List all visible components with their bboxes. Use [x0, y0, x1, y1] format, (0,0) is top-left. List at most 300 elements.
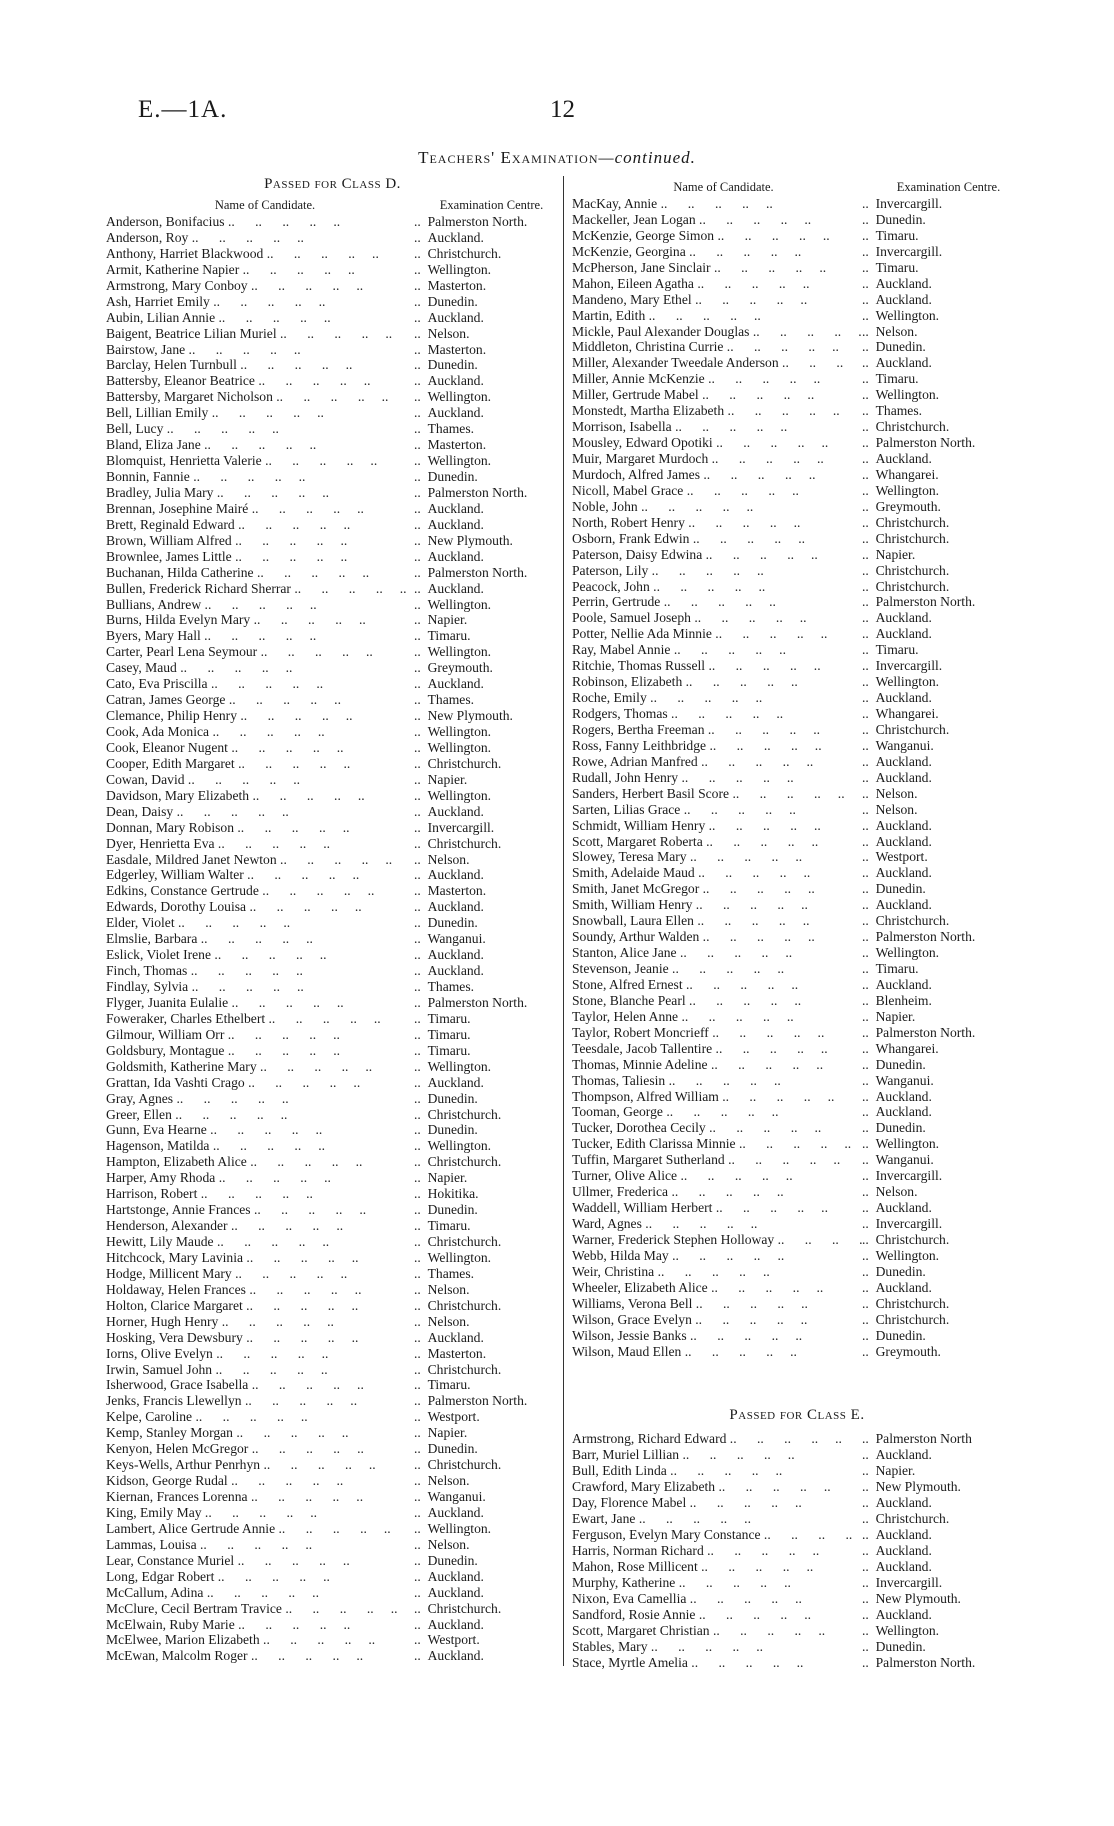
candidate-name: Muir, Margaret Murdoch .. [572, 451, 862, 467]
candidate-row [572, 626, 1022, 642]
candidate-row [572, 1511, 1022, 1527]
candidate-row [106, 979, 559, 995]
examination-centre: .. Dunedin. [862, 1639, 1022, 1655]
title-main: Teachers' Examination [418, 148, 599, 167]
candidate-name: Tucker, Dorothea Cecily .. [572, 1120, 862, 1136]
candidate-name: Buchanan, Hilda Catherine .. [106, 565, 414, 581]
candidate-row [572, 547, 1022, 563]
candidate-name: Warner, Frederick Stephen Holloway .. [572, 1232, 862, 1248]
candidate-name: Schmidt, William Henry .. [572, 818, 862, 834]
candidate-row [106, 310, 559, 326]
candidate-row [106, 1314, 559, 1330]
examination-centre: .. Wellington. [414, 740, 559, 756]
candidate-row [572, 1655, 1022, 1671]
left-column-header [106, 196, 559, 214]
class-d-list-left [106, 214, 559, 1664]
candidate-name: Bullians, Andrew .. [106, 597, 414, 613]
examination-centre: .. Auckland. [414, 373, 559, 389]
candidate-row [572, 1575, 1022, 1591]
examination-centre: .. Timaru. [414, 1218, 559, 1234]
examination-centre: .. Christchurch. [862, 1232, 1022, 1248]
candidate-name: Anthony, Harriet Blackwood .. [106, 246, 414, 262]
candidate-name: Brownlee, James Little .. [106, 549, 414, 565]
examination-centre: .. Invercargill. [862, 244, 1022, 260]
candidate-name: Henderson, Alexander .. [106, 1218, 414, 1234]
candidate-row [572, 929, 1022, 945]
col-name-header: Name of Candidate. [673, 180, 774, 194]
candidate-name: Stone, Blanche Pearl .. [572, 993, 862, 1009]
examination-centre: .. Christchurch. [414, 756, 559, 772]
candidate-name: Kelpe, Caroline .. [106, 1409, 414, 1425]
examination-centre: .. Auckland. [862, 1280, 1022, 1296]
candidate-name: Bland, Eliza Jane .. [106, 437, 414, 453]
candidate-row [572, 1463, 1022, 1479]
candidate-name: Gunn, Eva Hearne .. [106, 1122, 414, 1138]
candidate-row [572, 1639, 1022, 1655]
examination-centre: .. Greymouth. [862, 499, 1022, 515]
examination-centre: .. Wanganui. [414, 931, 559, 947]
candidate-row [572, 1312, 1022, 1328]
candidate-name: North, Robert Henry .. [572, 515, 862, 531]
examination-centre: .. Wellington. [414, 453, 559, 469]
candidate-row [572, 531, 1022, 547]
examination-centre: .. Palmerston North. [862, 435, 1022, 451]
candidate-name: Edkins, Constance Gertrude .. [106, 883, 414, 899]
candidate-row [572, 435, 1022, 451]
candidate-row [106, 453, 559, 469]
candidate-name: Smith, Janet McGregor .. [572, 881, 862, 897]
candidate-name: McElwee, Marion Elizabeth .. [106, 1632, 414, 1648]
candidate-name: Robinson, Elizabeth .. [572, 674, 862, 690]
candidate-row [572, 1120, 1022, 1136]
candidate-name: Ullmer, Frederica .. [572, 1184, 862, 1200]
examination-centre: .. Wellington. [862, 1623, 1022, 1639]
candidate-name: Casey, Maud .. [106, 660, 414, 676]
examination-centre: .. Napier. [414, 1425, 559, 1441]
examination-centre: .. Wellington. [414, 1138, 559, 1154]
examination-centre: .. Timaru. [414, 1027, 559, 1043]
examination-centre: .. Wellington. [414, 597, 559, 613]
candidate-row [572, 802, 1022, 818]
examination-centre: .. Auckland. [862, 897, 1022, 913]
candidate-row [572, 1041, 1022, 1057]
candidate-name: Gilmour, William Orr .. [106, 1027, 414, 1043]
col-centre-header: Examination Centre. [439, 198, 544, 212]
candidate-row [106, 1138, 559, 1154]
candidate-name: Mahon, Eileen Agatha .. [572, 276, 862, 292]
examination-centre: .. Wellington. [414, 1250, 559, 1266]
examination-centre: .. Christchurch. [414, 1234, 559, 1250]
examination-centre: .. Auckland. [414, 899, 559, 915]
examination-centre: .. Auckland. [862, 770, 1022, 786]
examination-centre: .. Timaru. [862, 961, 1022, 977]
examination-centre: .. Christchurch. [862, 419, 1022, 435]
examination-centre: .. Palmerston North. [862, 1025, 1022, 1041]
candidate-row [106, 437, 559, 453]
candidate-row [572, 738, 1022, 754]
candidate-name: Rowe, Adrian Manfred .. [572, 754, 862, 770]
examination-centre: .. Auckland. [862, 1447, 1022, 1463]
candidate-row [106, 262, 559, 278]
examination-centre: .. Auckland. [862, 1527, 1022, 1543]
candidate-row [106, 1330, 559, 1346]
candidate-name: Cowan, David .. [106, 772, 414, 788]
examination-centre: .. Thames. [862, 403, 1022, 419]
candidate-name: Brown, William Alfred .. [106, 533, 414, 549]
examination-centre: .. Wellington. [862, 1136, 1022, 1152]
candidate-name: Edwards, Dorothy Louisa .. [106, 899, 414, 915]
candidate-name: Cook, Eleanor Nugent .. [106, 740, 414, 756]
candidate-row [106, 405, 559, 421]
candidate-name: Bairstow, Jane .. [106, 342, 414, 358]
candidate-name: Paterson, Daisy Edwina .. [572, 547, 862, 563]
examination-centre: .. New Plymouth. [862, 1591, 1022, 1607]
candidate-row [572, 483, 1022, 499]
examination-centre: .. Wellington. [862, 387, 1022, 403]
candidate-row [106, 278, 559, 294]
candidate-name: Barr, Muriel Lillian .. [572, 1447, 862, 1463]
candidate-row [572, 355, 1022, 371]
candidate-row [572, 260, 1022, 276]
candidate-name: Catran, James George .. [106, 692, 414, 708]
candidate-row [106, 836, 559, 852]
examination-centre: .. Wellington. [862, 674, 1022, 690]
candidate-name: Sandford, Rosie Annie .. [572, 1607, 862, 1623]
candidate-name: Lammas, Louisa .. [106, 1537, 414, 1553]
examination-centre: .. Dunedin. [862, 212, 1022, 228]
candidate-row [106, 883, 559, 899]
examination-centre: .. Dunedin. [414, 1202, 559, 1218]
candidate-row [572, 1447, 1022, 1463]
candidate-row [106, 246, 559, 262]
candidate-name: Bell, Lillian Emily .. [106, 405, 414, 421]
candidate-name: Harper, Amy Rhoda .. [106, 1170, 414, 1186]
candidate-name: Mackeller, Jean Logan .. [572, 212, 862, 228]
examination-centre: .. Auckland. [862, 977, 1022, 993]
candidate-name: Wilson, Maud Ellen .. [572, 1344, 862, 1360]
candidate-name: Williams, Verona Bell .. [572, 1296, 862, 1312]
candidate-name: Irwin, Samuel John .. [106, 1362, 414, 1378]
candidate-row [106, 517, 559, 533]
candidate-name: Stanton, Alice Jane .. [572, 945, 862, 961]
examination-centre: .. Nelson. [414, 1282, 559, 1298]
examination-centre: .. Dunedin. [414, 1091, 559, 1107]
candidate-name: Stone, Alfred Ernest .. [572, 977, 862, 993]
left-column [106, 172, 559, 1664]
examination-centre: .. Thames. [414, 421, 559, 437]
examination-centre: .. Palmerston North. [414, 485, 559, 501]
col-name-header: Name of Candidate. [214, 198, 316, 212]
examination-centre: .. Wellington. [862, 1248, 1022, 1264]
candidate-name: Taylor, Helen Anne .. [572, 1009, 862, 1025]
examination-centre: .. Auckland. [414, 676, 559, 692]
examination-centre: .. Auckland. [414, 1505, 559, 1521]
examination-centre: .. Christchurch. [414, 1154, 559, 1170]
examination-centre: .. Wanganui. [414, 1489, 559, 1505]
candidate-name: Holton, Clarice Margaret .. [106, 1298, 414, 1314]
examination-centre: .. Auckland. [414, 1585, 559, 1601]
examination-centre: .. Dunedin. [862, 1328, 1022, 1344]
candidate-name: Martin, Edith .. [572, 308, 862, 324]
candidate-row [106, 1250, 559, 1266]
candidate-name: Carter, Pearl Lena Seymour .. [106, 644, 414, 660]
examination-centre: .. Christchurch. [862, 563, 1022, 579]
examination-centre: .. Thames. [414, 1266, 559, 1282]
candidate-name: Nixon, Eva Camellia .. [572, 1591, 862, 1607]
right-column-header [572, 178, 1022, 196]
candidate-row [572, 339, 1022, 355]
candidate-row [106, 1027, 559, 1043]
candidate-name: Scott, Margaret Christian .. [572, 1623, 862, 1639]
candidate-name: Easdale, Mildred Janet Newton .. [106, 852, 414, 868]
candidate-name: Armstrong, Richard Edward .. [572, 1431, 862, 1447]
examination-centre: .. Dunedin. [414, 1122, 559, 1138]
candidate-row [572, 515, 1022, 531]
examination-centre: .. Christchurch. [862, 1312, 1022, 1328]
candidate-row [106, 294, 559, 310]
examination-centre: .. Whangarei. [862, 1041, 1022, 1057]
examination-centre: .. Nelson. [862, 324, 1022, 340]
examination-centre: .. Christchurch. [862, 579, 1022, 595]
examination-centre: .. Westport. [414, 1409, 559, 1425]
candidate-name: Hitchcock, Mary Lavinia .. [106, 1250, 414, 1266]
examination-centre: .. Auckland. [862, 451, 1022, 467]
candidate-name: Hewitt, Lily Maude .. [106, 1234, 414, 1250]
candidate-row [572, 913, 1022, 929]
examination-centre: .. Auckland. [414, 1617, 559, 1633]
candidate-name: Stables, Mary .. [572, 1639, 862, 1655]
candidate-name: Wilson, Grace Evelyn .. [572, 1312, 862, 1328]
candidate-name: Kiernan, Frances Lorenna .. [106, 1489, 414, 1505]
class-e-list [572, 1431, 1022, 1670]
candidate-row [572, 977, 1022, 993]
candidate-row [106, 804, 559, 820]
candidate-name: Battersby, Eleanor Beatrice .. [106, 373, 414, 389]
candidate-name: Blomquist, Henrietta Valerie .. [106, 453, 414, 469]
examination-centre: .. Auckland. [414, 517, 559, 533]
candidate-name: Harrison, Robert .. [106, 1186, 414, 1202]
examination-centre: .. Napier. [414, 612, 559, 628]
candidate-name: Miller, Annie McKenzie .. [572, 371, 862, 387]
candidate-row [106, 772, 559, 788]
candidate-row [106, 1346, 559, 1362]
examination-centre: .. Dunedin. [862, 881, 1022, 897]
candidate-row [106, 1218, 559, 1234]
candidate-name: Ray, Mabel Annie .. [572, 642, 862, 658]
candidate-row [106, 373, 559, 389]
examination-centre: .. Wellington. [862, 483, 1022, 499]
candidate-row [106, 1122, 559, 1138]
candidate-row [106, 612, 559, 628]
candidate-row [572, 1232, 1022, 1248]
candidate-name: Roche, Emily .. [572, 690, 862, 706]
candidate-name: Armstrong, Mary Conboy .. [106, 278, 414, 294]
candidate-row [106, 565, 559, 581]
candidate-row [106, 628, 559, 644]
candidate-name: Finch, Thomas .. [106, 963, 414, 979]
examination-centre: .. Wellington. [414, 724, 559, 740]
candidate-row [572, 563, 1022, 579]
candidate-name: McKenzie, Georgina .. [572, 244, 862, 260]
examination-centre: .. Auckland. [414, 1648, 559, 1664]
candidate-row [106, 1377, 559, 1393]
candidate-name: Clemance, Philip Henry .. [106, 708, 414, 724]
examination-centre: .. Dunedin. [862, 339, 1022, 355]
candidate-name: MacKay, Annie .. [572, 196, 862, 212]
candidate-name: Weir, Christina .. [572, 1264, 862, 1280]
candidate-row [106, 597, 559, 613]
examination-centre: .. Timaru. [862, 228, 1022, 244]
examination-centre: .. Wellington. [414, 1521, 559, 1537]
candidate-row [572, 818, 1022, 834]
candidate-row [572, 754, 1022, 770]
candidate-row [106, 708, 559, 724]
candidate-row [572, 865, 1022, 881]
candidate-row [106, 947, 559, 963]
candidate-name: Miller, Gertrude Mabel .. [572, 387, 862, 403]
candidate-name: Dyer, Henrietta Eva .. [106, 836, 414, 852]
candidate-row [572, 403, 1022, 419]
candidate-name: Snowball, Laura Ellen .. [572, 913, 862, 929]
candidate-name: Bonnin, Fannie .. [106, 469, 414, 485]
candidate-row [106, 1441, 559, 1457]
examination-centre: .. Greymouth. [414, 660, 559, 676]
candidate-row [572, 1104, 1022, 1120]
candidate-name: Tuffin, Margaret Sutherland .. [572, 1152, 862, 1168]
candidate-name: Rudall, John Henry .. [572, 770, 862, 786]
candidate-row [572, 1543, 1022, 1559]
examination-centre: .. Masterton. [414, 278, 559, 294]
candidate-row [106, 788, 559, 804]
candidate-row [572, 1057, 1022, 1073]
examination-centre: .. Masterton. [414, 1346, 559, 1362]
examination-centre: .. Auckland. [862, 1089, 1022, 1105]
examination-centre: .. Christchurch. [414, 1107, 559, 1123]
candidate-name: Perrin, Gertrude .. [572, 594, 862, 610]
candidate-row [106, 820, 559, 836]
candidate-row [106, 1569, 559, 1585]
candidate-row [572, 467, 1022, 483]
candidate-row [106, 852, 559, 868]
examination-centre: .. Wellington. [414, 1059, 559, 1075]
candidate-name: Mandeno, Mary Ethel .. [572, 292, 862, 308]
examination-centre: .. Wanganui. [862, 1152, 1022, 1168]
candidate-name: Monstedt, Martha Elizabeth .. [572, 403, 862, 419]
candidate-name: Harris, Norman Richard .. [572, 1543, 862, 1559]
examination-centre: .. Nelson. [414, 852, 559, 868]
examination-centre: .. Thames. [414, 979, 559, 995]
candidate-row [106, 469, 559, 485]
examination-centre: .. Auckland. [414, 230, 559, 246]
candidate-name: Donnan, Mary Robison .. [106, 820, 414, 836]
candidate-name: Goldsbury, Montague .. [106, 1043, 414, 1059]
candidate-row [106, 1409, 559, 1425]
candidate-row [106, 1234, 559, 1250]
report-code: E.—1A. [138, 96, 228, 123]
examination-centre: .. Auckland. [862, 1607, 1022, 1623]
candidate-row [572, 324, 1022, 340]
examination-centre: .. Auckland. [414, 963, 559, 979]
candidate-row [572, 196, 1022, 212]
candidate-row [572, 706, 1022, 722]
candidate-row [572, 1280, 1022, 1296]
candidate-row [572, 834, 1022, 850]
examination-centre: .. Auckland. [414, 804, 559, 820]
candidate-row [106, 1632, 559, 1648]
candidate-row [106, 1266, 559, 1282]
examination-centre: .. Auckland. [862, 292, 1022, 308]
candidate-name: Cook, Ada Monica .. [106, 724, 414, 740]
examination-centre: .. Christchurch. [414, 246, 559, 262]
candidate-row [106, 899, 559, 915]
candidate-row [106, 756, 559, 772]
candidate-row [572, 1200, 1022, 1216]
candidate-row [572, 451, 1022, 467]
class-e-section [572, 1403, 1022, 1670]
candidate-name: Bell, Lucy .. [106, 421, 414, 437]
class-d-heading: Passed for Class D. [264, 176, 401, 192]
candidate-row [572, 1495, 1022, 1511]
candidate-name: Miller, Alexander Tweedale Anderson .. [572, 355, 862, 371]
examination-centre: .. Timaru. [414, 1011, 559, 1027]
examination-centre: .. Timaru. [414, 628, 559, 644]
candidate-row [572, 1623, 1022, 1639]
candidate-row [106, 533, 559, 549]
examination-centre: .. Wellington. [862, 945, 1022, 961]
candidate-name: Waddell, William Herbert .. [572, 1200, 862, 1216]
examination-centre: .. Nelson. [862, 802, 1022, 818]
candidate-name: Cooper, Edith Margaret .. [106, 756, 414, 772]
candidate-row [572, 1527, 1022, 1543]
examination-centre: .. Napier. [862, 1463, 1022, 1479]
examination-centre: .. Invercargill. [862, 1168, 1022, 1184]
candidate-row [572, 1089, 1022, 1105]
candidate-name: Noble, John .. [572, 499, 862, 515]
examination-centre: .. Masterton. [414, 342, 559, 358]
candidate-name: Day, Florence Mabel .. [572, 1495, 862, 1511]
examination-centre: .. Dunedin. [414, 915, 559, 931]
candidate-row [106, 1537, 559, 1553]
candidate-name: Wheeler, Elizabeth Alice .. [572, 1280, 862, 1296]
candidate-row [106, 1059, 559, 1075]
candidate-row [106, 1585, 559, 1601]
candidate-name: Barclay, Helen Turnbull .. [106, 357, 414, 373]
examination-centre: .. Auckland. [862, 276, 1022, 292]
examination-centre: .. Napier. [862, 1009, 1022, 1025]
candidate-name: Hartstonge, Annie Frances .. [106, 1202, 414, 1218]
examination-centre: .. Palmerston North. [414, 214, 559, 230]
examination-centre: .. Dunedin. [414, 1441, 559, 1457]
examination-centre: .. Auckland. [414, 867, 559, 883]
examination-centre: .. Christchurch. [414, 836, 559, 852]
examination-centre: .. Dunedin. [414, 294, 559, 310]
candidate-name: Jenks, Francis Llewellyn .. [106, 1393, 414, 1409]
candidate-row [572, 499, 1022, 515]
examination-centre: .. Timaru. [862, 371, 1022, 387]
title-continued: —continued. [598, 148, 696, 167]
candidate-row [572, 786, 1022, 802]
examination-centre: .. Dunedin. [414, 469, 559, 485]
examination-centre: .. Palmerston North. [414, 995, 559, 1011]
candidate-row [572, 658, 1022, 674]
candidate-name: Goldsmith, Katherine Mary .. [106, 1059, 414, 1075]
candidate-name: McEwan, Malcolm Roger .. [106, 1648, 414, 1664]
examination-centre: .. Nelson. [414, 1537, 559, 1553]
candidate-row [106, 644, 559, 660]
examination-centre: .. Invercargill. [862, 658, 1022, 674]
candidate-row [106, 867, 559, 883]
candidate-row [572, 387, 1022, 403]
